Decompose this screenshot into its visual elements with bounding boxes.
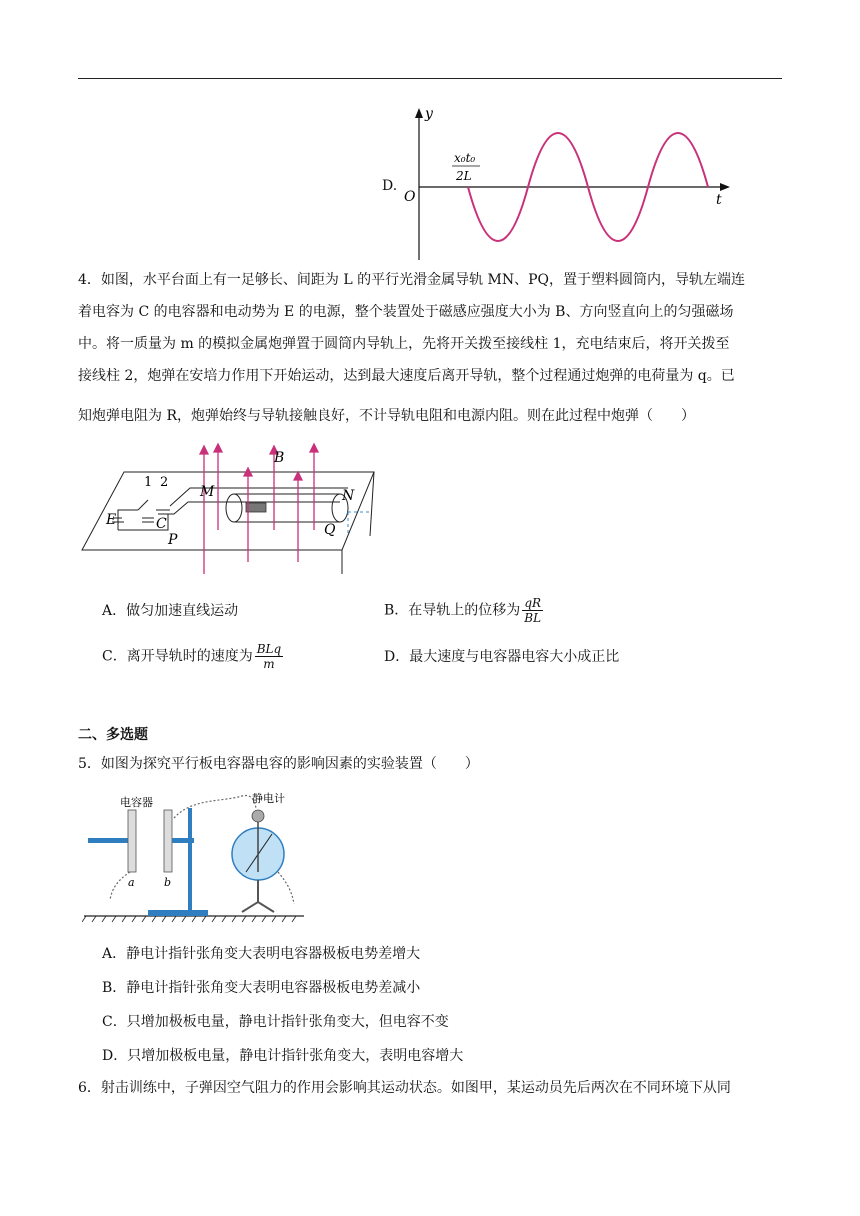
origin-label: O xyxy=(404,189,416,205)
plate-a-label: a xyxy=(128,876,135,889)
q4-option-b-text: B．在导轨上的位移为 xyxy=(384,602,521,619)
q5-option-a[interactable]: A．静电计指针张角变大表明电容器极板电势差增大 xyxy=(102,946,421,962)
q4-line-5: 知炮弹电阻为 R，炮弹始终与导轨接触良好，不计导轨电阻和电源内阻。则在此过程中炮弹（ ） xyxy=(78,408,695,424)
y-axis-arrow xyxy=(415,108,423,118)
electrometer-label: 静电计 xyxy=(252,792,285,805)
q4-option-b[interactable] xyxy=(384,596,543,625)
q5-option-c[interactable]: C．只增加极板电量，静电计指针张角变大，但电容不变 xyxy=(102,1014,449,1030)
q4-option-c-den: m xyxy=(263,657,275,671)
ground-wire-right xyxy=(278,872,294,904)
q4-line-4: 接线柱 2，炮弹在安培力作用下开始运动，达到最大速度后离开导轨，整个过程通过炮弹的电荷量为 q。已 xyxy=(78,368,735,384)
q4-line-1: 4．如图，水平台面上有一足够长、间距为 L 的平行光滑金属导轨 MN、PQ，置于塑料圆筒内，导轨左端连 xyxy=(78,272,746,288)
ground-wire-left xyxy=(110,872,130,900)
q5-stem: 5．如图为探究平行板电容器电容的影响因素的实验装置（ ） xyxy=(78,756,479,772)
q4-option-c-text: C．离开导轨时的速度为 xyxy=(102,648,253,665)
header-rule xyxy=(78,78,782,79)
table-top xyxy=(82,472,374,550)
electrometer-stand xyxy=(242,880,274,912)
stand-base xyxy=(148,910,208,916)
tube-left xyxy=(226,494,242,522)
electrometer-knob xyxy=(252,810,264,822)
q4-option-d[interactable]: D．最大速度与电容器电容大小成正比 xyxy=(384,649,620,665)
q5-option-d[interactable]: D．只增加极板电量，静电计指针张角变大，表明电容增大 xyxy=(102,1048,464,1064)
label-n: N xyxy=(342,488,355,504)
y-axis-label: y xyxy=(425,106,433,122)
plate-b-label: b xyxy=(164,876,172,889)
ground-hatch xyxy=(82,916,296,922)
stand-pole xyxy=(188,808,192,912)
q4-line-3: 中。将一质量为 m 的模拟金属炮弹置于圆筒内导轨上，先将开关拨至接线柱 1，充电结束后，将开关拨至 xyxy=(78,336,730,352)
q4-option-c-num: BLq xyxy=(256,642,282,656)
q4-line-2: 着电容为 C 的电容器和电动势为 E 的电源，整个装置处于磁感应强度大小为 B、方向竖直向上的匀强磁场 xyxy=(78,304,734,320)
label-m: M xyxy=(200,484,215,500)
label-b: B xyxy=(274,450,285,466)
q4-option-b-fraction xyxy=(522,596,543,625)
rod-left xyxy=(88,838,130,843)
capacitor-label: 电容器 xyxy=(120,796,153,809)
marker-numerator: x₀t₀ xyxy=(454,151,476,165)
projectile xyxy=(246,503,266,512)
option-d-label: D. xyxy=(382,178,398,194)
label-e: E xyxy=(106,512,117,528)
q4-option-b-num: qR xyxy=(522,596,543,611)
railgun-figure xyxy=(78,438,378,578)
section-title: 二、多选题 xyxy=(78,727,148,743)
sine-graph xyxy=(398,104,738,262)
wire-coil xyxy=(174,796,256,819)
capacitor-apparatus-figure xyxy=(82,788,306,926)
label-2: 2 xyxy=(160,475,169,490)
label-1: 1 xyxy=(144,475,153,490)
q4-option-c-fraction xyxy=(255,642,283,671)
plate-b xyxy=(164,810,172,872)
t-axis-label: t xyxy=(716,192,722,208)
q6-stem: 6．射击训练中，子弹因空气阻力的作用会影响其运动状态。如图甲，某运动员先后两次在不同环境下从同 xyxy=(78,1080,731,1096)
q5-option-b[interactable]: B．静电计指针张角变大表明电容器极板电势差减小 xyxy=(102,980,421,996)
marker-denominator: 2L xyxy=(456,169,472,183)
q4-option-a[interactable]: A．做匀加速直线运动 xyxy=(102,603,239,619)
label-q: Q xyxy=(324,522,336,538)
stand-arm xyxy=(172,838,194,843)
label-p: P xyxy=(168,532,178,548)
t-axis-arrow xyxy=(720,183,730,191)
plate-a xyxy=(128,810,136,872)
label-c: C xyxy=(156,516,167,532)
q4-option-c[interactable] xyxy=(102,642,283,671)
q4-option-b-den: BL xyxy=(524,611,542,625)
